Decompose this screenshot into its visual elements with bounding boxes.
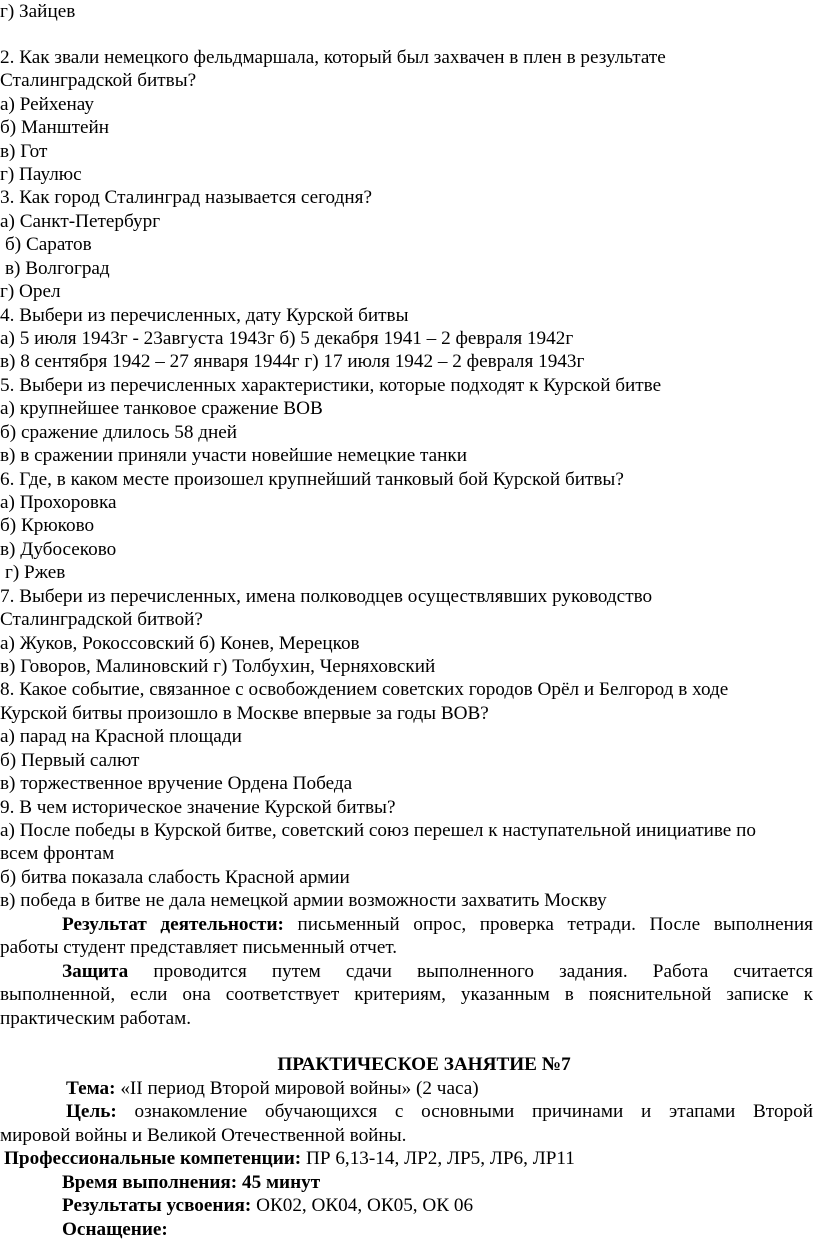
result-text-cont: работы студент представляет письменный отчет. bbox=[0, 937, 398, 958]
result-paragraph bbox=[62, 913, 813, 936]
answer-option: б) Саратов bbox=[5, 234, 92, 255]
competencies-value: ПР 6,13-14, ЛР2, ЛР5, ЛР6, ЛР11 bbox=[301, 1148, 575, 1169]
answer-option: а) крупнейшее танковое сражение ВОВ bbox=[0, 398, 323, 419]
goal-text: ознакомление обучающихся с основными причинами и этапами Второй bbox=[116, 1101, 813, 1122]
goal-line bbox=[66, 1100, 813, 1123]
defense-label: Защита bbox=[62, 961, 129, 982]
answer-option: б) Первый салют bbox=[0, 750, 140, 771]
question-2-cont: Сталинградской битвы? bbox=[0, 70, 197, 91]
answer-option: а) парад на Красной площади bbox=[0, 726, 242, 747]
competencies-label: Профессиональные компетенции: bbox=[4, 1148, 302, 1169]
question-3: 3. Как город Сталинград называется сегодня? bbox=[0, 187, 372, 208]
practical-heading: ПРАКТИЧЕСКОЕ ЗАНЯТИЕ №7 bbox=[277, 1054, 571, 1075]
answer-option: а) После победы в Курской битве, советский союз перешел к наступательной инициативе по bbox=[0, 820, 756, 841]
defense-paragraph bbox=[62, 960, 813, 983]
answer-option: в) Волгоград bbox=[5, 258, 110, 279]
question-2: 2. Как звали немецкого фельдмаршала, который был захвачен в плен в результате bbox=[0, 47, 666, 68]
question-5: 5. Выбери из перечисленных характеристики, которые подходят к Курской битве bbox=[0, 375, 662, 396]
question-8: 8. Какое событие, связанное с освобождением советских городов Орёл и Белгород в ходе bbox=[0, 679, 729, 700]
question-7: 7. Выбери из перечисленных, имена полководцев осуществлявших руководство bbox=[0, 586, 653, 607]
answer-option: в) торжественное вручение Ордена Победа bbox=[0, 773, 353, 794]
results-label: Результаты усвоения: bbox=[62, 1195, 252, 1216]
answer-option: а) Жуков, Рокоссовский б) Конев, Мерецков bbox=[0, 633, 360, 654]
answer-option: в) в сражении приняли участи новейшие немецкие танки bbox=[0, 445, 468, 466]
answer-option: г) Ржев bbox=[5, 562, 66, 583]
answer-option: г) Орел bbox=[0, 281, 61, 302]
result-text: письменный опрос, проверка тетради. После выполнения bbox=[283, 914, 813, 935]
answer-option: б) Манштейн bbox=[0, 117, 110, 138]
answer-option: в) 8 сентября 1942 – 27 января 1944г г) 17 июля 1942 – 2 февраля 1943г bbox=[0, 351, 585, 372]
question-6: 6. Где, в каком месте произошел крупнейший танковый бой Курской битвы? bbox=[0, 469, 624, 490]
question-4: 4. Выбери из перечисленных, дату Курской битвы bbox=[0, 305, 409, 326]
goal-text-cont: мировой войны и Великой Отечественной войны. bbox=[0, 1125, 407, 1146]
answer-option: б) битва показала слабость Красной армии bbox=[0, 867, 350, 888]
answer-option: а) 5 июля 1943г - 23августа 1943г б) 5 декабря 1941 – 2 февраля 1942г bbox=[0, 328, 574, 349]
topic-value: «II период Второй мировой войны» (2 часа) bbox=[115, 1078, 479, 1099]
defense-text-end: практическим работам. bbox=[0, 1008, 192, 1029]
answer-option: в) Гот bbox=[0, 141, 48, 162]
answer-option: б) сражение длилось 58 дней bbox=[0, 422, 238, 443]
time-line: Время выполнения: 45 минут bbox=[62, 1172, 321, 1193]
answer-option: а) Санкт-Петербург bbox=[0, 211, 161, 232]
goal-label: Цель: bbox=[66, 1101, 117, 1122]
equipment-label: Оснащение: bbox=[62, 1219, 168, 1240]
competencies-line bbox=[4, 1147, 575, 1170]
topic-label: Тема: bbox=[66, 1078, 116, 1099]
answer-option: в) Говоров, Малиновский г) Толбухин, Черняховский bbox=[0, 656, 436, 677]
answer-option: а) Прохоровка bbox=[0, 492, 117, 513]
answer-option: г) Зайцев bbox=[0, 1, 76, 22]
defense-text: проводится путем сдачи выполненного задания. Работа считается bbox=[128, 961, 813, 982]
question-9: 9. В чем историческое значение Курской битвы? bbox=[0, 797, 396, 818]
results-line bbox=[62, 1194, 473, 1217]
defense-text-cont: выполненной, если она соответствует критериям, указанным в пояснительной записке к bbox=[0, 984, 813, 1005]
answer-option: г) Паулюс bbox=[0, 164, 82, 185]
answer-option: а) Рейхенау bbox=[0, 94, 94, 115]
results-value: ОК02, ОК04, ОК05, ОК 06 bbox=[251, 1195, 474, 1216]
topic-line bbox=[66, 1077, 479, 1100]
answer-option: б) Крюково bbox=[0, 515, 95, 536]
answer-option-cont: всем фронтам bbox=[0, 843, 115, 864]
answer-option: в) Дубосеково bbox=[0, 539, 117, 560]
result-label: Результат деятельности: bbox=[62, 914, 284, 935]
question-7-cont: Сталинградской битвой? bbox=[0, 609, 203, 630]
answer-option: в) победа в битве не дала немецкой армии возможности захватить Москву bbox=[0, 890, 607, 911]
question-8-cont: Курской битвы произошло в Москве впервые за годы ВОВ? bbox=[0, 703, 489, 724]
